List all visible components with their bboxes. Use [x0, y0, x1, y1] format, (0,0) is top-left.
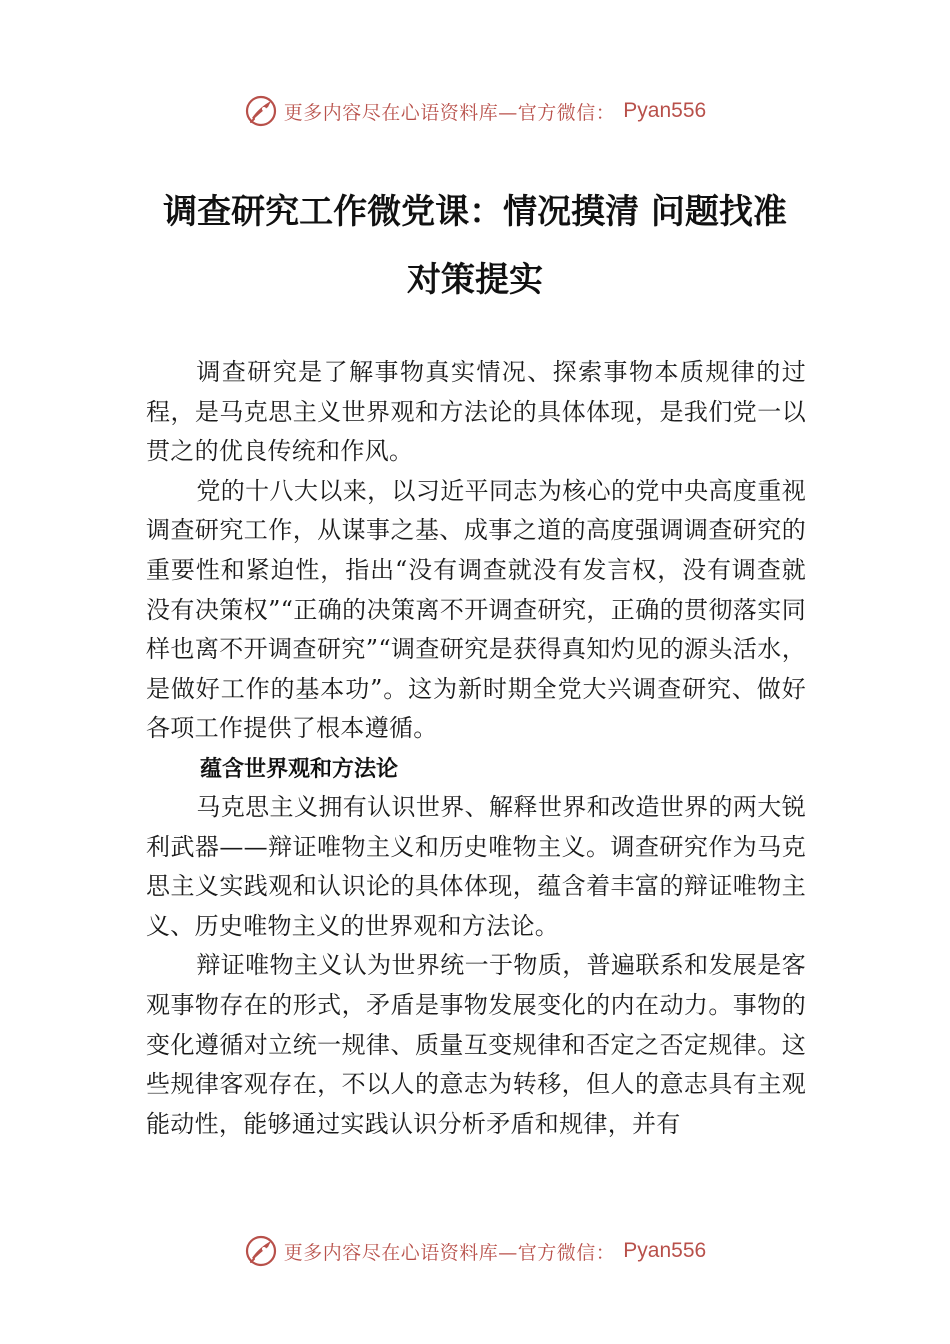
- paragraph: 调查研究是了解事物真实情况、探索事物本质规律的过程，是马克思主义世界观和方法论的具体体现，是我们党一以贯之的优良传统和作风。: [146, 358, 806, 466]
- watermark-text: 更多内容尽在心语资料库—官方微信：: [283, 1241, 616, 1264]
- pen-nib-circle-icon: [244, 1234, 278, 1268]
- title-line-2: 对策提实: [407, 260, 543, 300]
- document-body: [146, 353, 806, 1144]
- paragraph: 马克思主义拥有认识世界、解释世界和改造世界的两大锐利武器——辩证唯物主义和历史唯物主义。调查研究作为马克思主义实践观和认识论的具体体现，蕴含着丰富的辩证唯物主义、历史唯物主义的世界观和方法论。: [146, 792, 806, 940]
- pen-nib-circle-icon: [244, 94, 278, 128]
- title-line-1: 调查研究工作微党课：情况摸清 问题找准: [163, 192, 787, 232]
- document-title: [100, 178, 850, 314]
- header-watermark: [0, 94, 950, 128]
- paragraph: 辩证唯物主义认为世界统一于物质，普遍联系和发展是客观事物存在的形式，矛盾是事物发展变化的内在动力。事物的变化遵循对立统一规律、质量互变规律和否定之否定规律。这些规律客观存在，不以人的意志为转移，但人的意志具有主观能动性，能够通过实践认识分析矛盾和规律，并有: [146, 951, 806, 1138]
- watermark-text: 更多内容尽在心语资料库—官方微信：: [283, 101, 616, 124]
- watermark-wechat-id: Pyan556: [623, 99, 707, 122]
- footer-watermark: [0, 1234, 950, 1268]
- watermark-wechat-id: Pyan556: [623, 1239, 707, 1262]
- paragraph: 党的十八大以来，以习近平同志为核心的党中央高度重视调查研究工作，从谋事之基、成事之道的高度强调调查研究的重要性和紧迫性，指出“没有调查就没有发言权，没有调查就没有决策权”“正确的决策离不开调查研究，正确的贯彻落实同样也离不开调查研究”“调查研究是获得真知灼见的源头活水，是做好工作的基本功”。这为新时期全党大兴调查研究、做好各项工作提供了根本遵循。: [146, 476, 806, 743]
- section-heading: 蕴含世界观和方法论: [200, 756, 399, 782]
